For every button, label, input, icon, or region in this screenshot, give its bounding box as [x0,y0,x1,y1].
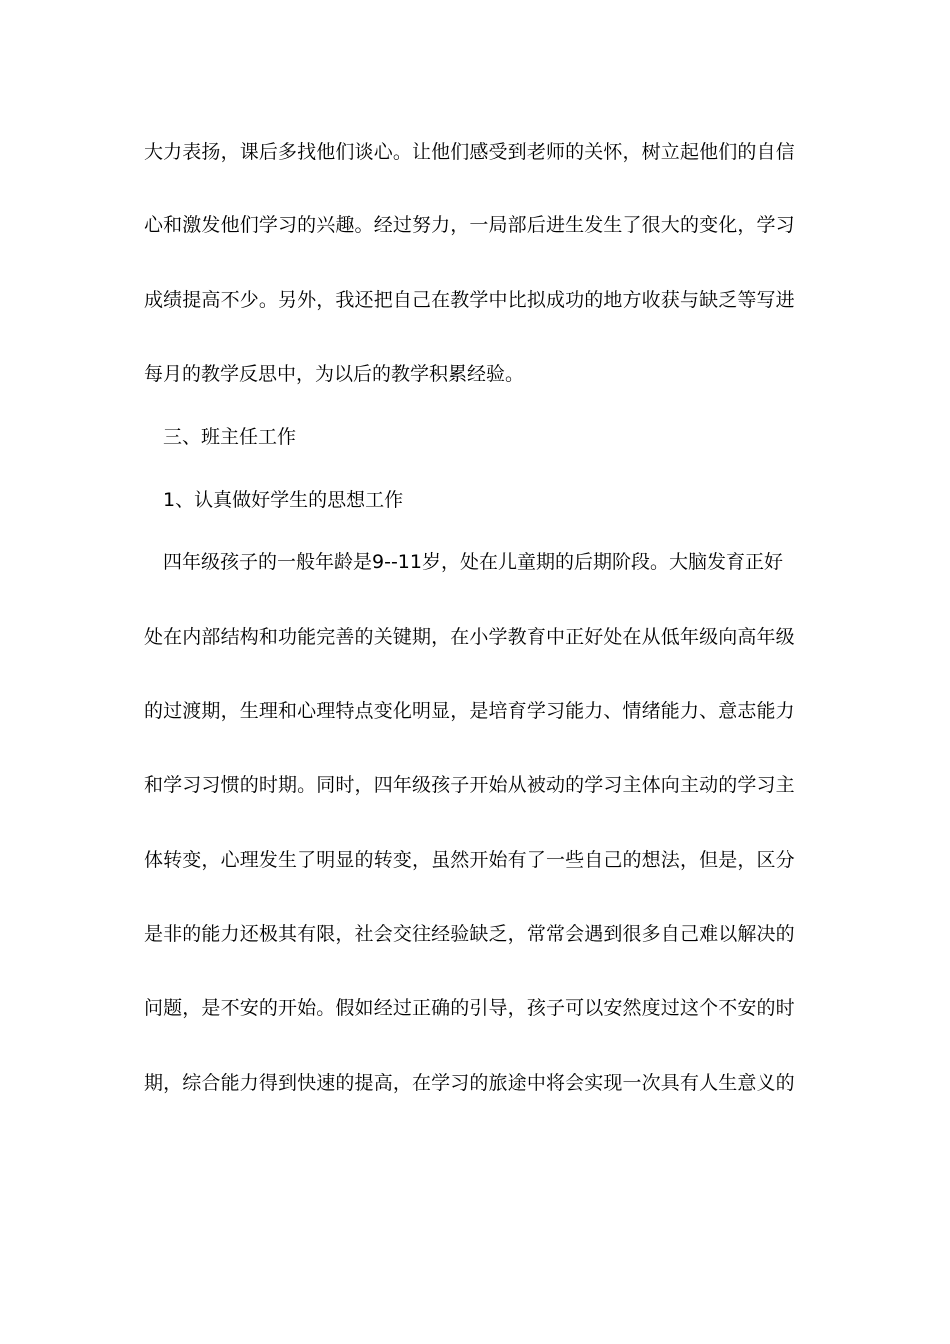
paragraph-line: 和 学 习 习 惯 的 时 期 。 同 时 ， 四 年 级 孩 子 开 始 从 被 动 的 学 习 主 体 向 主 动 的 学 习 主 [144,774,795,796]
paragraph-line: 是 非 的 能 力 还 极 其 有 限 ， 社 会 交 往 经 验 缺 乏 ， 常 常 会 遇 到 很 多 自 己 难 以 解 决 的 [144,923,795,945]
paragraph-line: 问 题 ， 是 不 安 的 开 始 。 假 如 经 过 正 确 的 引 导 ， 孩 子 可 以 安 然 度 过 这 个 不 安 的 时 [144,997,795,1019]
paragraph-line: 四年级孩子的一般年龄是9--11岁，处在儿童期的后期阶段。大脑发育正好 [163,551,783,573]
paragraph-line: 成 绩 提 高 不 少 。 另 外 ， 我 还 把 自 己 在 教 学 中 比 拟 成 功 的 地 方 收 获 与 缺 乏 等 写 进 [144,289,795,311]
subsection-heading: 1、认真做好学生的思想工作 [163,489,404,511]
paragraph-line: 每月的教学反思中，为以后的教学积累经验。 [144,363,525,385]
paragraph-line: 的 过 渡 期 ， 生 理 和 心 理 特 点 变 化 明 显 ， 是 培 育 学 习 能 力 、 情 绪 能 力 、 意 志 能 力 [144,700,795,722]
paragraph-line: 心 和 激 发 他 们 学 习 的 兴 趣 。 经 过 努 力 ， 一 局 部 后 进 生 发 生 了 很 大 的 变 化 ， 学 习 [144,214,795,236]
paragraph-line: 体 转 变 ， 心 理 发 生 了 明 显 的 转 变 ， 虽 然 开 始 有 了 一 些 自 己 的 想 法 ， 但 是 ， 区 分 [144,849,795,871]
section-heading: 三、班主任工作 [163,426,297,448]
paragraph-line: 大 力 表 扬 ， 课 后 多 找 他 们 谈 心 。 让 他 们 感 受 到 老 师 的 关 怀 ， 树 立 起 他 们 的 自 信 [144,141,795,163]
paragraph-line: 处 在 内 部 结 构 和 功 能 完 善 的 关 键 期 ， 在 小 学 教 育 中 正 好 处 在 从 低 年 级 向 高 年 级 [144,626,795,648]
paragraph-line: 期 ， 综 合 能 力 得 到 快 速 的 提 高 ， 在 学 习 的 旅 途 中 将 会 实 现 一 次 具 有 人 生 意 义 的 [144,1072,795,1094]
